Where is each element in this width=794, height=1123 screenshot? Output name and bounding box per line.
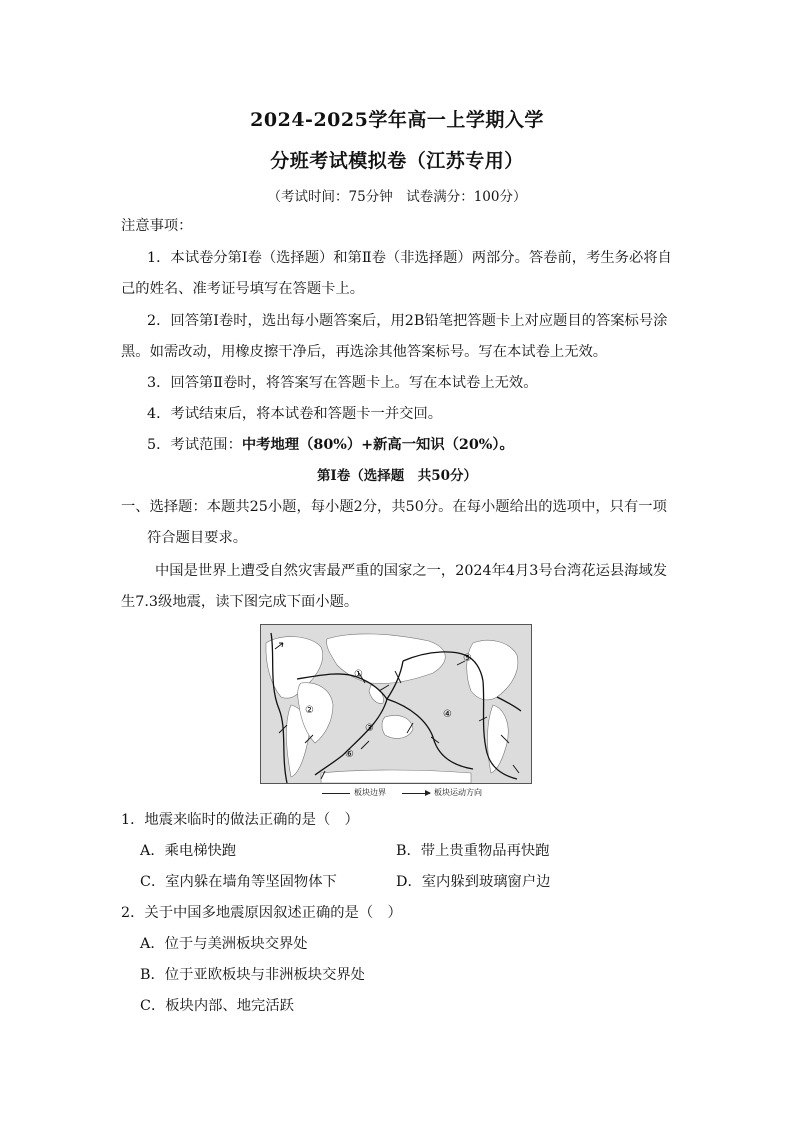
plate-label-3: ③ xyxy=(365,723,374,734)
notice-item5-prefix: 5．考试范围： xyxy=(147,437,242,453)
plate-label-4: ④ xyxy=(443,709,452,720)
legend-boundary-label: 板块边界 xyxy=(354,788,386,797)
exam-title-line2: 分班考试模拟卷（江苏专用） xyxy=(270,150,524,172)
exam-title-line1: 2024-2025学年高一上学期入学 xyxy=(250,109,544,131)
passage-line1: 中国是世界上遭受自然灾害最严重的国家之一，2024年4月3号台湾花运县海域发 xyxy=(155,563,668,579)
notice-item1-line1: 1．本试卷分第Ⅰ卷（选择题）和第Ⅱ卷（非选择题）两部分。答卷前，考生务必将自 xyxy=(147,250,672,266)
notice-item4: 4．考试结束后，将本试卷和答题卡一并交回。 xyxy=(147,406,443,422)
question-1-option-c[interactable]: C．室内躲在墙角等坚固物体下 xyxy=(140,874,337,890)
passage-line2: 生7.3级地震，读下图完成下面小题。 xyxy=(121,594,359,610)
plate-tectonics-map xyxy=(260,624,532,784)
legend-boundary-line xyxy=(322,793,350,794)
map-legend xyxy=(322,787,482,799)
plate-label-2: ② xyxy=(305,705,314,716)
plate-label-1: ① xyxy=(354,669,363,680)
notice-item3: 3．回答第Ⅱ卷时，将答案写在答题卡上。写在本试卷上无效。 xyxy=(147,375,538,391)
notice-item5-scope: 中考地理（80%）+新高一知识（20%）。 xyxy=(241,437,514,453)
antarctica-landmass xyxy=(321,770,471,783)
question-2-option-a[interactable]: A．位于与美洲板块交界处 xyxy=(140,936,308,952)
plate-label-5: ⑤ xyxy=(463,653,472,664)
section-title: 第Ⅰ卷（选择题 共50分） xyxy=(316,468,478,484)
notice-item2-line2: 黑。如需改动，用橡皮擦干净后，再选涂其他答案标号。写在本试卷上无效。 xyxy=(121,344,608,360)
question-2-option-c[interactable]: C．板块内部、地完活跃 xyxy=(140,998,294,1014)
legend-motion-label: 板块运动方向 xyxy=(434,788,482,797)
notice-heading: 注意事项： xyxy=(121,218,193,234)
plate-label-6: ⑥ xyxy=(345,749,354,760)
question-2-option-b[interactable]: B．位于亚欧板块与非洲板块交界处 xyxy=(140,967,365,983)
section-instruction-line2: 符合题目要求。 xyxy=(147,530,248,546)
notice-item5 xyxy=(147,435,514,455)
plate-map-svg xyxy=(261,625,531,783)
question-1-stem: 1．地震来临时的做法正确的是（ ） xyxy=(121,812,359,828)
notice-item1-line2: 己的姓名、准考证号填写在答题卡上。 xyxy=(121,281,365,297)
notice-item2-line1: 2．回答第Ⅰ卷时，选出每小题答案后，用2B铅笔把答题卡上对应题目的答案标号涂 xyxy=(147,313,668,329)
question-1-option-a[interactable]: A．乘电梯快跑 xyxy=(140,843,237,859)
exam-subtitle: （考试时间：75分钟 试卷满分：100分） xyxy=(267,189,527,205)
legend-motion-arrow xyxy=(402,793,430,794)
question-1-option-d[interactable]: D．室内躲到玻璃窗户边 xyxy=(396,874,551,890)
question-1-option-b[interactable]: B．带上贵重物品再快跑 xyxy=(396,843,550,859)
question-2-stem: 2．关于中国多地震原因叙述正确的是（ ） xyxy=(121,905,402,921)
section-instruction-line1: 一、选择题：本题共25小题，每小题2分，共50分。在每小题给出的选项中，只有一项 xyxy=(121,499,667,515)
